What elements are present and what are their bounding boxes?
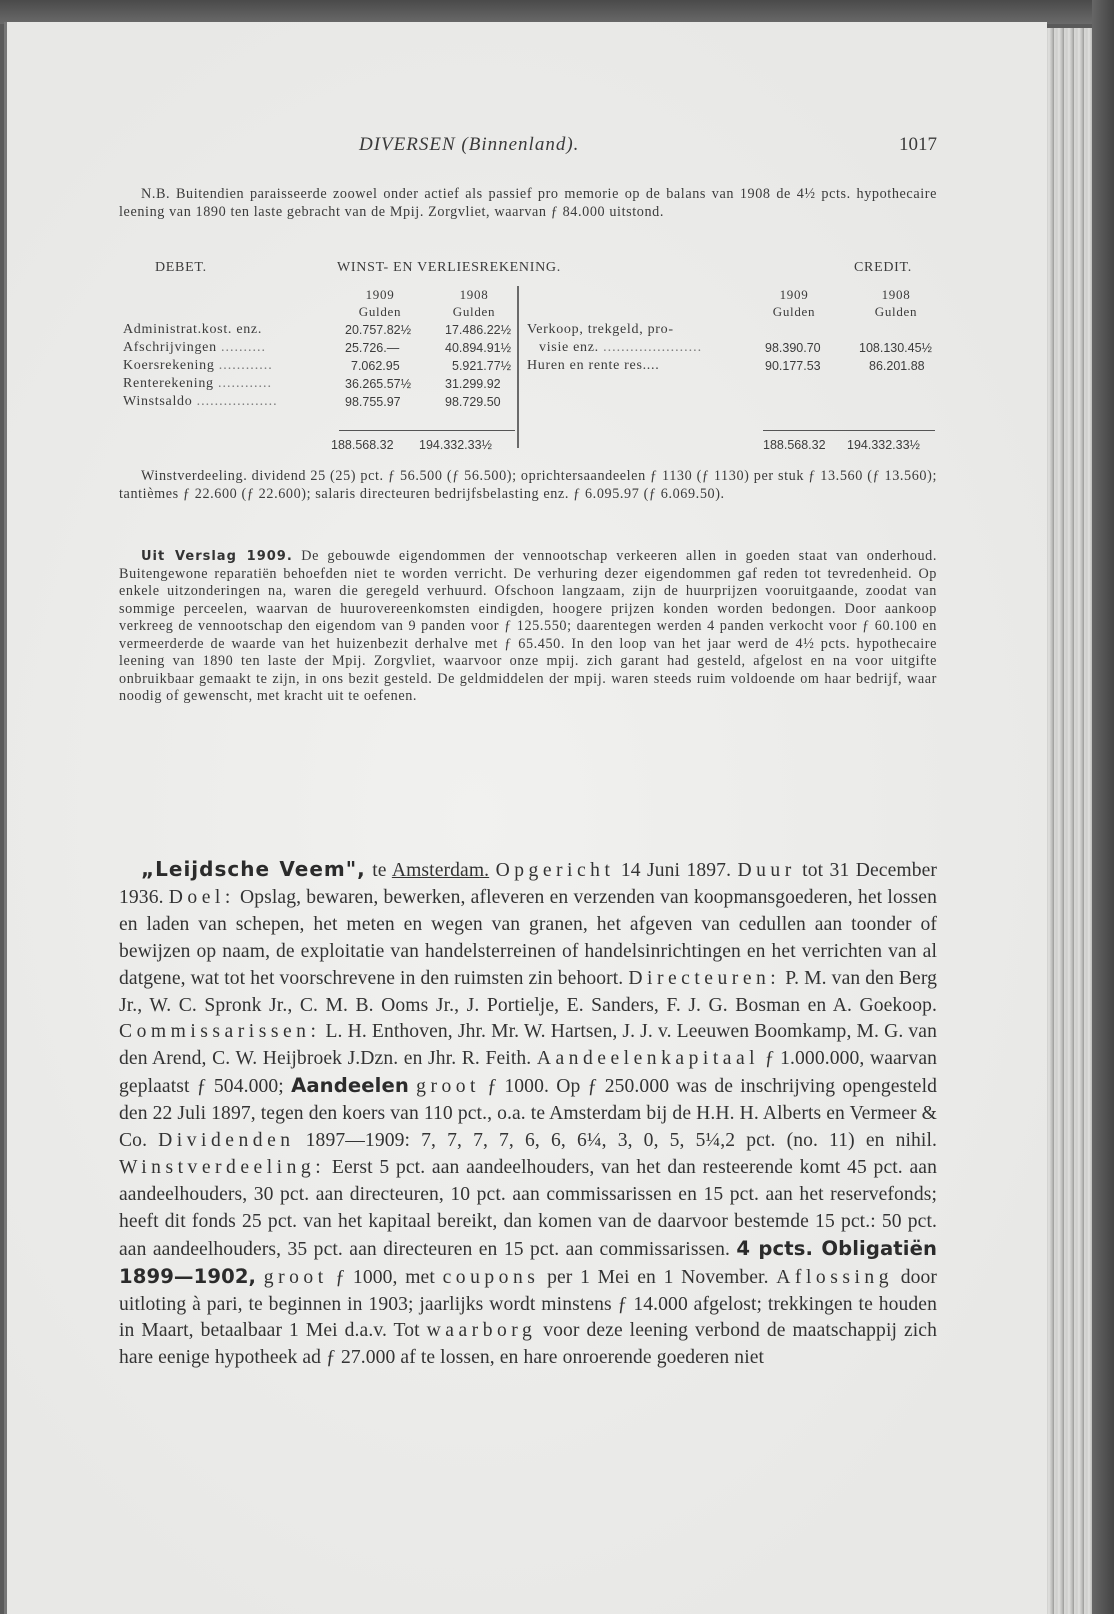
credit-col-1908: [857, 286, 935, 320]
credit-col-1909: [759, 286, 829, 320]
credit-label: CREDIT.: [854, 260, 912, 275]
row-label: Koersrekening: [123, 358, 215, 373]
scan-top-edge: [0, 0, 1114, 24]
amount-1908: 40.894.91½: [445, 341, 512, 355]
aandeelen-label: Aandeelen: [291, 1074, 409, 1098]
dividenden-value: 1897—1909: 7, 7, 7, 7, 6, 6, 6¼, 3, 0, 5, 5¼,2 pct. (no. 11) en nihil.: [305, 1130, 938, 1152]
col-unit: Gulden: [452, 304, 496, 319]
amount-1909: 7.062.95: [351, 359, 400, 373]
debit-total-1908: 194.332.33½: [419, 438, 492, 452]
obligatien-value: ƒ 1000, met: [335, 1266, 435, 1288]
obligatien-label: 4 pcts. Obligatiën 1899—1902,: [119, 1236, 938, 1288]
amount-1909: 98.755.97: [345, 395, 401, 409]
leader-dots: ............: [218, 358, 273, 373]
coupons-value: per 1 Mei en 1 November.: [547, 1266, 769, 1288]
amount-1909: 25.726.—: [345, 341, 400, 355]
running-head: [119, 134, 937, 158]
row-label-wrap: [539, 340, 702, 356]
company-seat: Amsterdam.: [391, 860, 490, 881]
directeuren-value: P. M. van den Berg Jr., W. C. Spronk Jr., C. M. B. Ooms Jr., J. Portielje, E. Sanders, F. J. G. Bosman en A. Goekoop.: [119, 967, 938, 1016]
directeuren-label: Directeuren:: [628, 967, 781, 989]
row-label: Administrat.kost. enz.: [123, 322, 263, 337]
doel-value: Opslag, bewaren, bewerken, afleveren en verzenden van koopmansgoederen, het lossen en laden van schepen, het meten en wegen van granen, het afgeven van cedullen aan toonder of bewijzen op naam, de exploitatie van handelsterreinen of handelsinrichtingen en het verrichten van al datgene, wat tot het voorschrevene in den ruimsten zin behoort.: [119, 886, 937, 989]
col-unit: Gulden: [772, 304, 816, 319]
amount-1908: 98.729.50: [445, 395, 501, 409]
column-divider: [517, 286, 519, 448]
row-label-wrap: [123, 340, 266, 356]
amount-1909: 98.390.70: [765, 341, 821, 355]
nb-note: N.B. Buitendien paraisseerde zoowel onder actief als passief pro memorie op de balans van 1908 de 4½ pcts. hypothecaire leening van 1890 ten laste gebracht van de Mpij. Zorgvliet, waarvan ƒ 84.000 uitstond.: [119, 186, 937, 220]
amount-1909: 90.177.53: [765, 359, 821, 373]
verslag-text: De gebouwde eigendommen der vennootschap verkeeren allen in goeden staat van onderhoud. Buitengewone reparatiën behoefden niet te worden verricht. De verhuring dezer eigendommen gaf reden tot tevredenheid. Op enkele uitzonderingen na, waren die geregeld verhuurd. Ofschoon langzaam, zijn de huurprijzen vooruitgaande, zoodat van sommige perceelen, waarvan de huurovereenkomsten eindigden, hoogere prijzen konden worden bedongen. Door aankoop verkreeg de vennootschap den eigendom van 9 panden voor ƒ 125.550; daarentegen werden 4 panden verkocht voor ƒ 60.100 en vermeerderde de waarde van het huizenbezit derhalve met ƒ 65.450. In den loop van het jaar werd de 4½ pcts. hypothecaire leening van 1890 ten laste der Mpij. Zorgvliet, waarvoor onze mpij. zich garant had gesteld, afgelost en na voor uitgifte onbruikbaar gemaakt te zijn, in ons bezit gesteld. De geldmiddelen der mpij. waren steeds ruim voldoende om haar bedrijf, waar noodig of gewenscht, met kracht uit te oefenen.: [119, 548, 937, 704]
debet-label: DEBET.: [155, 260, 207, 275]
debit-total-1909: 188.568.32: [331, 438, 394, 452]
aflossing-value: door uitloting à pari, te beginnen in 1903; jaarlijks wordt minstens ƒ 14.000 afgelost; trekkingen te houden in Maart, betaalbaar 1 Mei d.a.v. Tot: [119, 1266, 938, 1342]
leader-dots: ......................: [603, 340, 703, 355]
duur-value: tot 31 December 1936.: [119, 860, 938, 908]
coupons-label: coupons: [442, 1266, 540, 1288]
waarborg-label: waarborg: [426, 1320, 537, 1342]
row-label: visie enz.: [539, 340, 599, 355]
aandeelen-value: ƒ 1000. Op ƒ 250.000 was de inschrijving opengesteld den 22 Juli 1897, tegen den koers van 110 pct., o.a. te Amsterdam bij de H.H. H. Alberts en Vermeer & Co.: [119, 1076, 938, 1152]
row-label: Afschrijvingen: [123, 340, 217, 355]
doel-label: Doel:: [168, 886, 235, 908]
debit-col-1909: [345, 286, 415, 320]
groot-label: groot: [416, 1076, 480, 1098]
debit-col-1908: [439, 286, 509, 320]
credit-total-1909: 188.568.32: [763, 438, 826, 452]
row-label-wrap: [123, 394, 278, 410]
row-label: Huren en rente res....: [527, 358, 660, 373]
col-year: 1908: [881, 287, 911, 302]
amount-1909: 20.757.82½: [345, 323, 412, 337]
row-label-wrap: [123, 376, 272, 392]
waarborg-value: voor deze leening verbond de maatschappij zich hare eenige hypotheek ad ƒ 27.000 af te lossen, en hare onroerende goederen niet: [119, 1320, 937, 1369]
opgericht-value: 14 Juni 1897.: [620, 860, 732, 881]
amount-1908: 31.299.92: [445, 377, 501, 391]
credit-total-1908: 194.332.33½: [847, 438, 920, 452]
row-label: Winstsaldo: [123, 394, 193, 409]
company-name: „Leijdsche Veem",: [141, 857, 366, 881]
kapitaal-label: Aandeelenkapitaal: [536, 1048, 760, 1070]
amount-1908: 86.201.88: [869, 359, 925, 373]
winstverdeeling-value: Eerst 5 pct. aan aandeelhouders, van het dan resteerende komt 45 pct. aan aandeelhouders, 30 pct. aan directeuren, 10 pct. aan commissarissen en 15 pct. aan het reservefonds; heeft dit fonds 25 pct. van het kapitaal bereikt, dan komen van de daarvoor bestemde 15 pct.: 50 pct. aan aandeelhouders, 35 pct. aan directeuren en 15 pct. aan commissarissen.: [119, 1156, 938, 1260]
col-year: 1908: [459, 287, 489, 302]
amount-1908: 108.130.45½: [859, 341, 932, 355]
commissarissen-label: Commissarissen:: [119, 1021, 321, 1043]
seat-prefix: te: [372, 860, 387, 881]
amount-1909: 36.265.57½: [345, 377, 412, 391]
account-title: WINST- EN VERLIESREKENING.: [337, 260, 561, 275]
aflossing-label: Aflossing: [776, 1266, 893, 1288]
amount-1908: 5.921.77½: [452, 359, 512, 373]
book-page: [4, 22, 1047, 1614]
page-number: 1017: [899, 134, 937, 155]
amount-1908: 17.486.22½: [445, 323, 512, 337]
winstverdeeling-label: Winstverdeeling:: [119, 1156, 326, 1178]
kapitaal-value: ƒ 1.000.000, waarvan geplaatst ƒ 504.000;: [119, 1048, 938, 1098]
company-entry-leijdsche-veem: [119, 856, 937, 1372]
row-label: Verkoop, trekgeld, pro-: [527, 322, 674, 337]
row-label: Renterekening: [123, 376, 214, 391]
credit-sum-rule: [763, 430, 935, 431]
opgericht-label: Opgericht: [495, 860, 615, 881]
profit-loss-account: [119, 260, 937, 460]
obligatien-groot-label: groot: [263, 1266, 328, 1288]
col-unit: Gulden: [874, 304, 918, 319]
row-label-wrap: [123, 358, 273, 374]
running-title: DIVERSEN (Binnenland).: [359, 134, 580, 155]
dividenden-label: Dividenden: [158, 1130, 295, 1152]
verslag-1909: [119, 548, 937, 706]
col-year: 1909: [779, 287, 809, 302]
leader-dots: ............: [217, 376, 272, 391]
verslag-lead: Uit Verslag 1909.: [141, 549, 293, 564]
col-year: 1909: [365, 287, 395, 302]
debit-sum-rule: [339, 430, 515, 431]
leader-dots: ..........: [220, 340, 266, 355]
winstverdeeling-note: Winstverdeeling. dividend 25 (25) pct. ƒ 56.500 (ƒ 56.500); oprichtersaandeelen ƒ 1130 (ƒ 1130) per stuk ƒ 13.560 (ƒ 13.560); tantièmes ƒ 22.600 (ƒ 22.600); salaris directeuren bedrijfsbelasting enz. ƒ 6.095.97 (ƒ 6.069.50).: [119, 468, 937, 502]
book-spine: [1092, 0, 1114, 1614]
duur-label: Duur: [737, 860, 796, 881]
commissarissen-value: L. H. Enthoven, Jhr. Mr. W. Hartsen, J. J. v. Leeuwen Boomkamp, M. G. van den Arend, C. W. Heijbroek J.Dzn. en Jhr. R. Feith.: [119, 1021, 937, 1070]
col-unit: Gulden: [358, 304, 402, 319]
leader-dots: ..................: [196, 394, 278, 409]
